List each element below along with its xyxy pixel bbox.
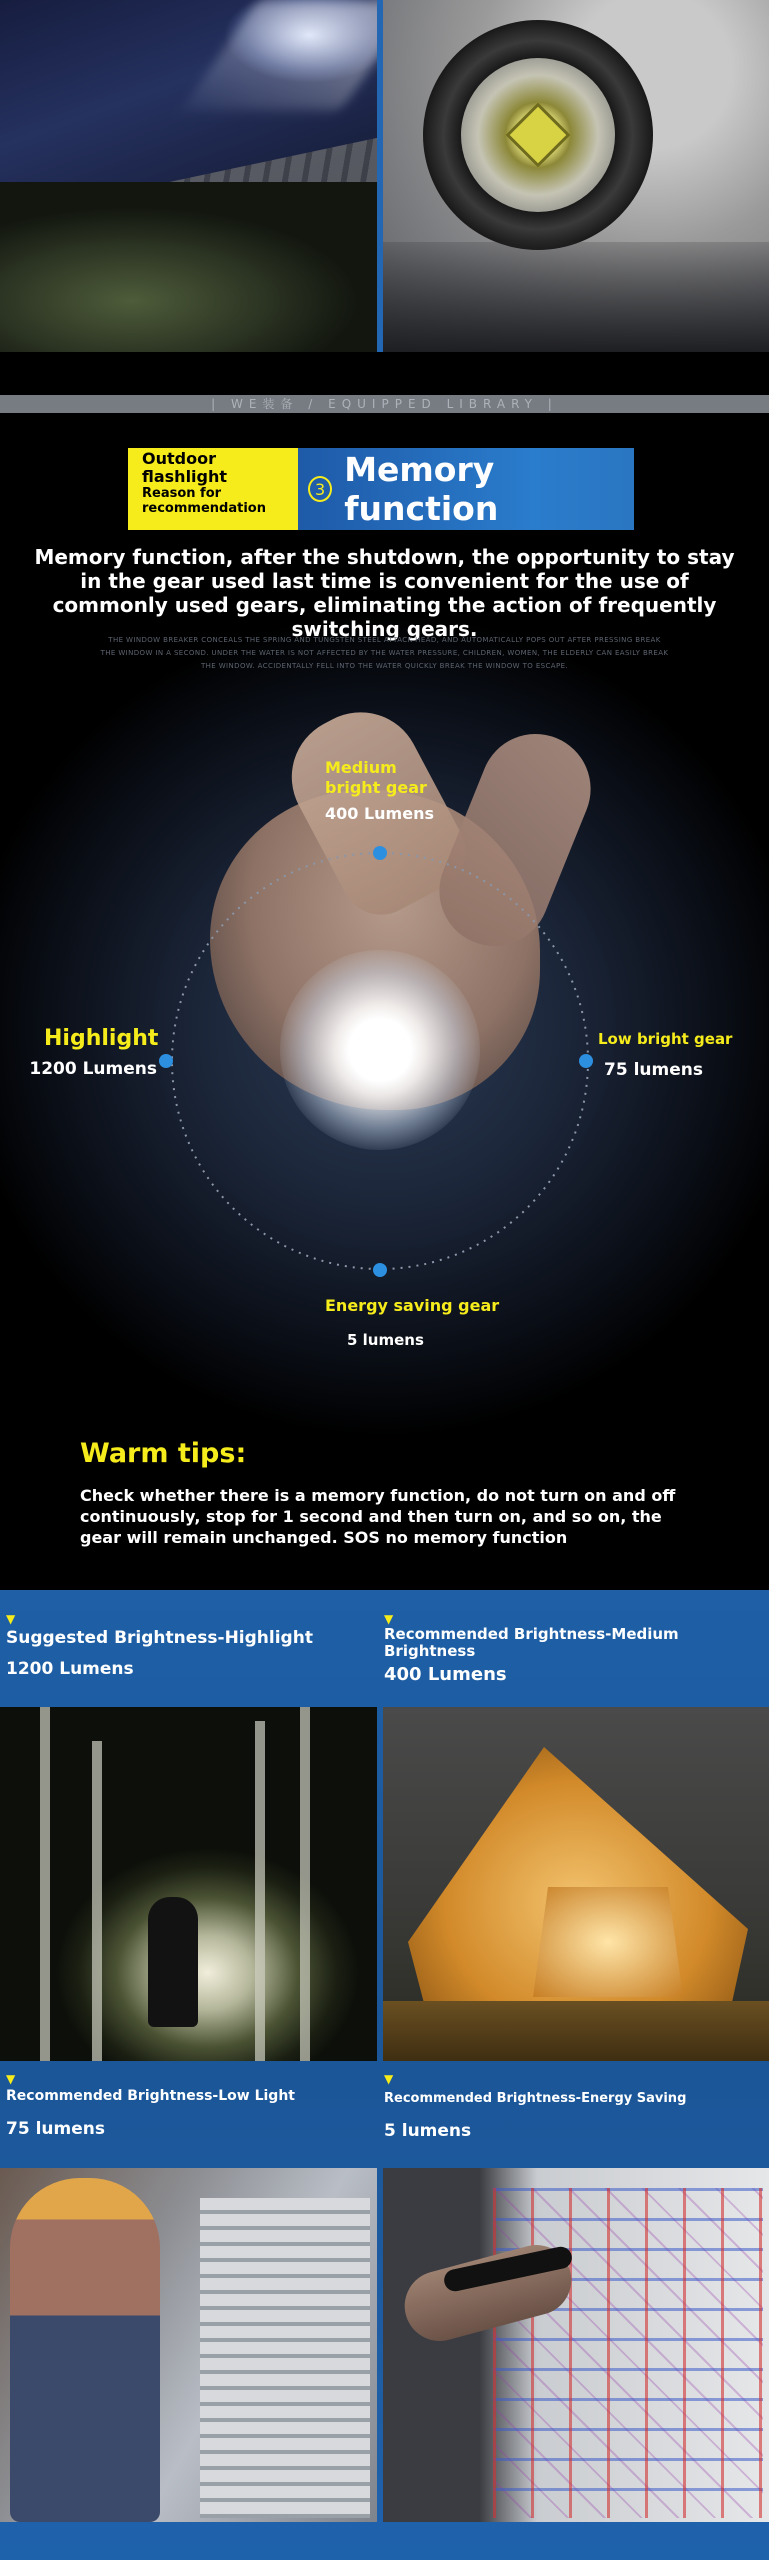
night-landscape-photo (0, 0, 377, 352)
rec-lumens-medium: 400 Lumens (384, 1664, 507, 1685)
electrician (10, 2178, 160, 2522)
fine-print: THE WINDOW BREAKER CONCEALS THE SPRING AND TUNGSTEN STEEL ATTACK HEAD, AND AUTOMATICALLY POPS OUT AFTER PRESSING BREAK THE WINDOW IN A SECOND. UNDER THE WATER IS NOT AFFECTED BY THE WATER PRESSURE, CHILDREN, WOMEN, THE ELDERLY CAN EASILY BREAK THE WINDOW. ACCIDENTALLY FELL INTO THE WATER QUICKLY BREAK THE WINDOW TO ESCAPE. (100, 636, 669, 670)
title-banner (128, 448, 634, 530)
rec-title-energy: Recommended Brightness-Energy Saving (384, 2091, 687, 2106)
gear-label-energy (325, 1296, 499, 1349)
gear-label-medium (325, 758, 434, 823)
banner-label-line1: Outdoor (142, 449, 216, 468)
banner-label (128, 448, 298, 530)
banner-label-line3: Reason for recommendation (142, 485, 266, 516)
section-title: Memory function (344, 450, 499, 528)
electrical-panel (200, 2198, 370, 2518)
warm-tips-title: Warm tips: (80, 1438, 247, 1469)
rec-title-medium: Recommended Brightness-Medium Brightness (384, 1625, 679, 1660)
rec-header-highlight (6, 1612, 376, 1679)
top-photo-strip (0, 0, 769, 352)
electrician-photo (0, 2168, 377, 2522)
tent-photo (383, 1707, 769, 2061)
forest-night-photo (0, 1707, 377, 2061)
rec-lumens-highlight: 1200 Lumens (6, 1659, 134, 1679)
triangle-marker-icon: ▼ (384, 2072, 394, 2086)
watermark-text: | WE装备 / EQUIPPED LIBRARY | (211, 397, 558, 411)
rec-header-low (6, 2072, 376, 2139)
gear-label-high (28, 1026, 158, 1079)
triangle-marker-icon: ▼ (384, 1612, 394, 1626)
rec-title-highlight: Suggested Brightness-Highlight (6, 1628, 313, 1648)
blueprint-lines (493, 2188, 763, 2518)
banner-title-area (298, 448, 634, 530)
gear-energy-lumens: 5 lumens (347, 1331, 424, 1349)
gear-medium-name-2: bright gear (325, 778, 427, 797)
triangle-marker-icon: ▼ (6, 1612, 16, 1626)
tent-door (533, 1887, 683, 1997)
rec-header-medium (384, 1612, 684, 1685)
gear-medium-name-1: Medium (325, 758, 397, 777)
rec-title-low: Recommended Brightness-Low Light (6, 2088, 295, 2104)
grass (383, 2001, 769, 2061)
gear-high-lumens: 1200 Lumens (29, 1059, 157, 1079)
warm-tips-text: Check whether there is a memory function, do not turn on and off continuously, stop for 1 second and then turn on, and so on, the gear will remain unchanged. SOS no memory function (80, 1486, 676, 1547)
flashlight-head-photo (383, 0, 769, 352)
gear-high-name: Highlight (44, 1026, 159, 1051)
map-inspection-photo (383, 2168, 769, 2522)
tree (300, 1707, 310, 2061)
person-silhouette (148, 1897, 198, 2027)
tree (40, 1707, 50, 2061)
gear-low-name: Low bright gear (598, 1030, 733, 1048)
banner-number-badge: 3 (308, 476, 332, 502)
triangle-marker-icon: ▼ (6, 2072, 16, 2086)
tree (92, 1741, 102, 2061)
gear-label-low (598, 1030, 732, 1080)
ground (0, 182, 377, 352)
banner-label-line2: flashlight (142, 467, 228, 487)
gear-low-lumens: 75 lumens (604, 1060, 703, 1080)
rec-lumens-low: 75 lumens (6, 2119, 105, 2139)
gear-medium-lumens: 400 Lumens (325, 804, 434, 823)
gear-energy-name: Energy saving gear (325, 1296, 500, 1315)
water-surface (383, 242, 769, 352)
tree (255, 1721, 265, 2061)
light-beam (181, 0, 377, 110)
watermark-bar (0, 395, 769, 413)
rec-lumens-energy: 5 lumens (384, 2121, 472, 2141)
flashlight-glow (280, 950, 480, 1150)
memory-description: Memory function, after the shutdown, the opportunity to stay in the gear used last time is convenient for the use of commonly used gears, eliminating the action of frequently switching gears. (34, 545, 735, 641)
rec-header-energy (384, 2072, 764, 2141)
